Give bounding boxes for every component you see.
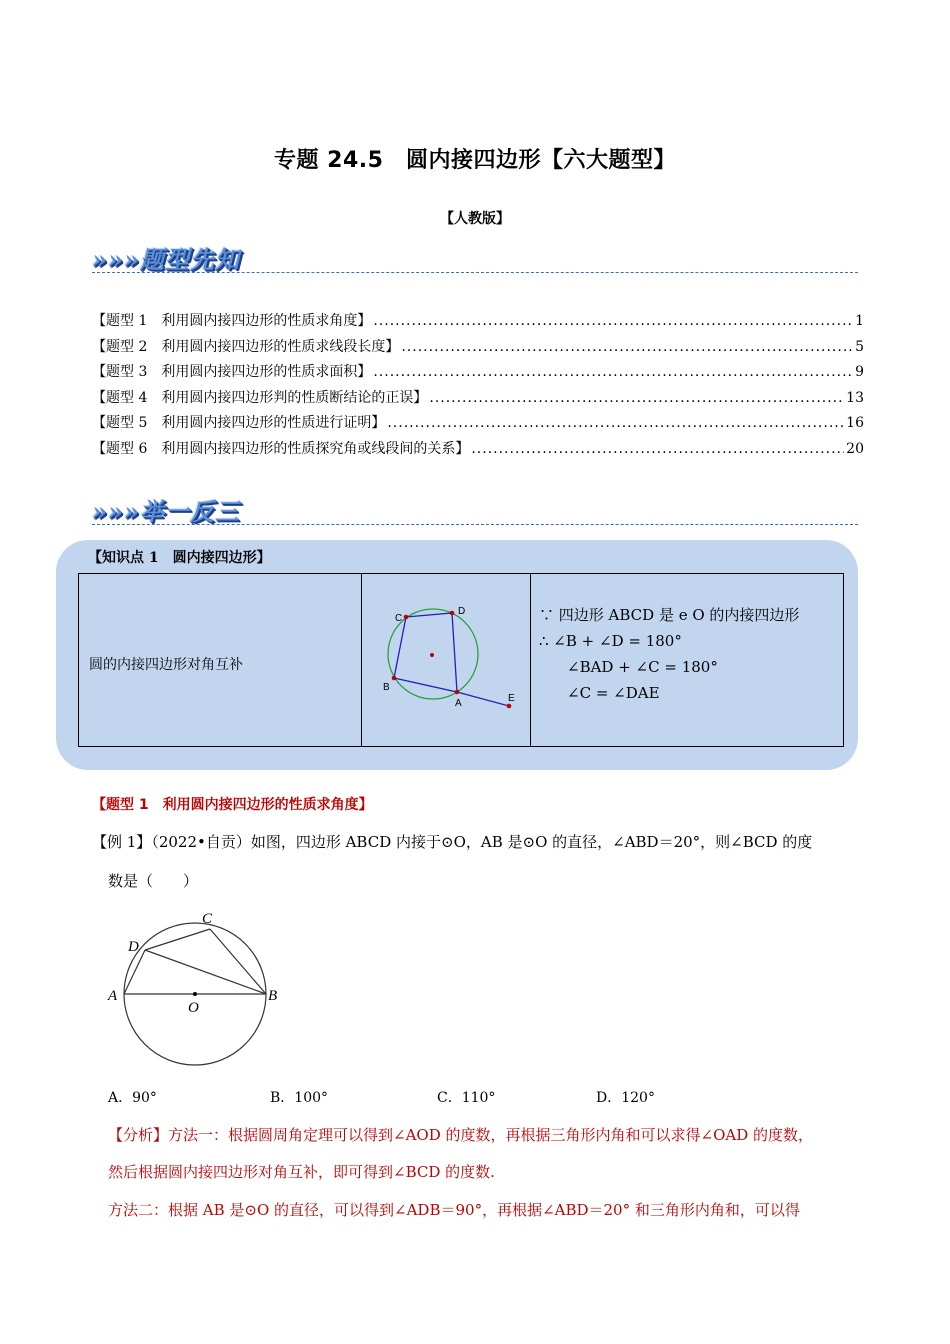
toc-page: 16 xyxy=(846,415,864,431)
toc-item-label: 【题型 3 利用圆内接四边形的性质求面积】 xyxy=(92,364,372,380)
example-line1 xyxy=(92,831,872,853)
knowledge-table xyxy=(78,573,844,747)
proof-line: ∴ ∠B + ∠D = 180° xyxy=(539,632,682,650)
toc-item[interactable] xyxy=(92,361,864,387)
knowledge-statement: 圆的内接四边形对角互补 xyxy=(89,657,243,673)
toc-item-label: 【题型 1 利用圆内接四边形的性质求角度】 xyxy=(92,313,372,329)
option-d: D．120° xyxy=(596,1090,655,1106)
analysis-line2: 然后根据圆内接四边形对角互补，即可得到∠BCD 的度数. xyxy=(108,1163,495,1181)
toc-leader xyxy=(471,441,844,457)
toc-item[interactable] xyxy=(92,387,864,413)
center-point xyxy=(430,653,434,657)
toc-leader xyxy=(401,339,853,355)
label-a: A xyxy=(108,988,118,1004)
knowledge-title: 【知识点 1 圆内接四边形】 xyxy=(88,550,271,566)
label-c: C xyxy=(202,911,213,927)
toc-page: 5 xyxy=(855,338,864,355)
chord-db xyxy=(145,950,266,994)
extension-line xyxy=(457,692,509,706)
point-b xyxy=(392,676,397,681)
proof-block xyxy=(539,602,799,706)
knowledge-statement-cell xyxy=(79,574,362,746)
toc-item-label: 【题型 4 利用圆内接四边形判的性质断结论的正误】 xyxy=(92,389,428,406)
toc-page: 1 xyxy=(855,313,864,329)
inscribed-quad-figure xyxy=(362,574,530,746)
label-d: D xyxy=(128,939,139,955)
point-a xyxy=(455,690,460,695)
example-circle-figure xyxy=(100,905,300,1080)
banner-divider xyxy=(92,272,858,273)
toc-leader xyxy=(373,364,853,380)
option-c: C．110° xyxy=(437,1090,496,1106)
toc-item[interactable] xyxy=(92,336,864,362)
chord-dc xyxy=(145,929,210,950)
label-e: E xyxy=(508,693,515,704)
toc-page: 9 xyxy=(855,364,864,380)
point-d xyxy=(450,611,455,616)
label-b: B xyxy=(383,682,390,693)
toc-page: 13 xyxy=(846,389,864,406)
toc-item-label: 【题型 6 利用圆内接四边形的性质探究角或线段间的关系】 xyxy=(92,440,470,457)
toc-item[interactable] xyxy=(92,310,864,336)
proof-line: ∠BAD + ∠C = 180° xyxy=(567,658,718,676)
banner-practice: »»»举一反三 xyxy=(92,497,240,526)
analysis-text: 方法一：根据圆周角定理可以得到∠AOD 的度数，再根据三角形内角和可以求得∠OAD 的度数， xyxy=(168,1126,814,1144)
center-o xyxy=(193,992,197,996)
label-o: O xyxy=(188,1000,199,1016)
toc-page: 20 xyxy=(846,440,864,457)
banner-preview: »»»题型先知 xyxy=(92,245,240,274)
page-title: 专题 24.5 圆内接四边形【六大题型】 xyxy=(274,148,676,173)
toc-item-label: 【题型 5 利用圆内接四边形的性质进行证明】 xyxy=(92,415,386,431)
table-of-contents xyxy=(92,310,864,463)
example-line2: 数是（ ） xyxy=(108,872,199,890)
edition-label: 【人教版】 xyxy=(440,211,510,227)
option-b: B．100° xyxy=(270,1090,329,1106)
proof-line: ∠C = ∠DAE xyxy=(567,684,660,702)
label-d: D xyxy=(458,606,466,617)
option-a: A．90° xyxy=(108,1090,157,1106)
toc-item[interactable] xyxy=(92,412,864,438)
analysis-tag: 【分析】 xyxy=(108,1126,169,1144)
analysis-line3: 方法二：根据 AB 是⊙O 的直径，可以得到∠ADB＝90°，再根据∠ABD＝20° 和三角形内角和，可以得 xyxy=(108,1201,800,1219)
label-a: A xyxy=(455,698,462,709)
toc-item[interactable] xyxy=(92,438,864,464)
knowledge-figure-cell xyxy=(362,574,531,746)
knowledge-proof-cell xyxy=(531,574,843,746)
example-text: （2022•自贡）如图，四边形 ABCD 内接于⊙O，AB 是⊙O 的直径，∠ABD＝20°，则∠BCD 的度 xyxy=(151,833,813,851)
toc-leader xyxy=(429,390,844,406)
label-c: C xyxy=(395,613,403,624)
point-e xyxy=(507,704,512,709)
section-title-type1: 【题型 1 利用圆内接四边形的性质求角度】 xyxy=(92,797,373,813)
toc-item-label: 【题型 2 利用圆内接四边形的性质求线段长度】 xyxy=(92,338,400,355)
toc-leader xyxy=(387,415,844,431)
example-prefix: 【例 1】 xyxy=(92,833,152,851)
proof-line: ∵ 四边形 ABCD 是 e O 的内接四边形 xyxy=(539,606,800,624)
quadrilateral xyxy=(394,613,457,692)
label-b: B xyxy=(268,988,278,1004)
point-c xyxy=(404,615,409,620)
banner-divider xyxy=(92,524,858,525)
toc-leader xyxy=(373,313,853,329)
analysis-line1 xyxy=(108,1124,813,1146)
